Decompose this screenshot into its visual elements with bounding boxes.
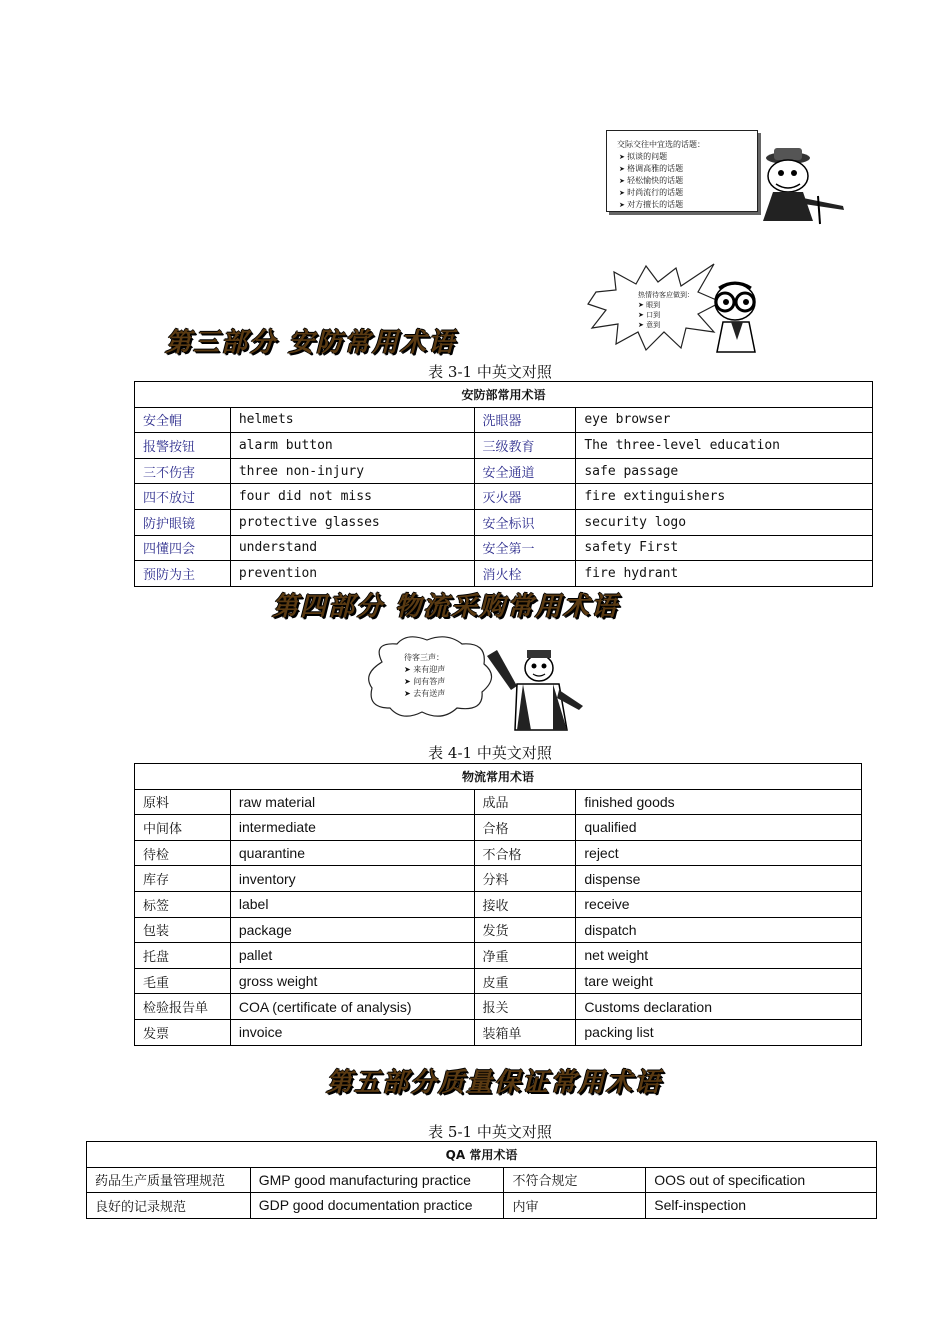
chinese-term-cell: 三不伤害: [135, 458, 231, 484]
english-term-cell: pallet: [230, 943, 474, 969]
chinese-term-cell: 防护眼镜: [135, 509, 231, 535]
english-term-cell: safety First: [576, 535, 873, 561]
clip-art-burst: [586, 262, 786, 354]
english-term-cell: package: [230, 917, 474, 943]
section-4-title: 第四部分 物流采购常用术语: [272, 592, 620, 622]
chinese-term-cell: 包装: [135, 917, 231, 943]
english-term-cell: dispense: [576, 866, 862, 892]
table-row: [135, 1019, 862, 1045]
burst-item: ➤ 意到: [638, 321, 661, 329]
table-row: [135, 433, 873, 459]
table-row: [135, 994, 862, 1020]
chinese-term-cell: 灭火器: [474, 484, 576, 510]
table-row: [135, 561, 873, 587]
chinese-term-cell: 四不放过: [135, 484, 231, 510]
chinese-term-cell: 皮重: [474, 968, 576, 994]
table-row: [135, 407, 873, 433]
english-term-cell: COA (certificate of analysis): [230, 994, 474, 1020]
table-row: [135, 789, 862, 815]
table-header: QA 常用术语: [87, 1142, 877, 1168]
chinese-term-cell: 检验报告单: [135, 994, 231, 1020]
english-term-cell: protective glasses: [230, 509, 474, 535]
chinese-term-cell: 标签: [135, 891, 231, 917]
english-term-cell: three non-injury: [230, 458, 474, 484]
table-row: [135, 535, 873, 561]
chinese-term-cell: 四懂四会: [135, 535, 231, 561]
board-item: ➤ 时尚流行的话题: [619, 187, 683, 199]
english-term-cell: net weight: [576, 943, 862, 969]
chinese-term-cell: 装箱单: [474, 1019, 576, 1045]
chinese-term-cell: 报警按钮: [135, 433, 231, 459]
chinese-term-cell: 良好的记录规范: [87, 1193, 251, 1219]
table-row: [135, 891, 862, 917]
english-term-cell: Customs declaration: [576, 994, 862, 1020]
table-header: 安防部常用术语: [135, 382, 873, 408]
table-row: [135, 917, 862, 943]
table-header: 物流常用术语: [135, 764, 862, 790]
table-row: [135, 968, 862, 994]
glasses-man-illustration: [701, 280, 781, 354]
chinese-term-cell: 净重: [474, 943, 576, 969]
chinese-term-cell: 安全帽: [135, 407, 231, 433]
board-item: ➤ 格调高雅的话题: [619, 163, 683, 175]
table-row: [135, 815, 862, 841]
burst-item: ➤ 口到: [638, 311, 661, 319]
board-item: ➤ 对方擅长的话题: [619, 199, 683, 211]
chinese-term-cell: 原料: [135, 789, 231, 815]
chinese-term-cell: 药品生产质量管理规范: [87, 1167, 251, 1193]
english-term-cell: reject: [576, 840, 862, 866]
chinese-term-cell: 消火栓: [474, 561, 576, 587]
table-row: [135, 840, 862, 866]
cloud-item: ➤ 问有答声: [404, 677, 446, 686]
board-item: ➤ 拟谈的问题: [619, 151, 683, 163]
chinese-term-cell: 中间体: [135, 815, 231, 841]
english-term-cell: fire hydrant: [576, 561, 873, 587]
english-term-cell: qualified: [576, 815, 862, 841]
board-item: ➤ 轻松愉快的话题: [619, 175, 683, 187]
english-term-cell: receive: [576, 891, 862, 917]
english-term-cell: raw material: [230, 789, 474, 815]
chinese-term-cell: 毛重: [135, 968, 231, 994]
chinese-term-cell: 内审: [504, 1193, 646, 1219]
english-term-cell: eye browser: [576, 407, 873, 433]
english-term-cell: gross weight: [230, 968, 474, 994]
table-row: [135, 866, 862, 892]
chinese-term-cell: 分料: [474, 866, 576, 892]
chinese-term-cell: 接收: [474, 891, 576, 917]
english-term-cell: prevention: [230, 561, 474, 587]
presenter-man-illustration: [748, 146, 858, 226]
chinese-term-cell: 成品: [474, 789, 576, 815]
chinese-term-cell: 洗眼器: [474, 407, 576, 433]
table-3-1-caption: 表 3-1 中英文对照: [428, 363, 552, 381]
english-term-cell: tare weight: [576, 968, 862, 994]
english-term-cell: GDP good documentation practice: [250, 1193, 504, 1219]
burst-list: [638, 300, 660, 330]
board-title: 交际交往中宜选的话题：: [617, 140, 705, 149]
english-term-cell: GMP good manufacturing practice: [250, 1167, 504, 1193]
table-5-1-caption: 表 5-1 中英文对照: [428, 1123, 552, 1141]
chinese-term-cell: 报关: [474, 994, 576, 1020]
table-row: [87, 1167, 877, 1193]
english-term-cell: security logo: [576, 509, 873, 535]
english-term-cell: invoice: [230, 1019, 474, 1045]
cloud-item: ➤ 去有送声: [404, 689, 446, 698]
english-term-cell: fire extinguishers: [576, 484, 873, 510]
welcoming-man-illustration: [487, 646, 587, 732]
chinese-term-cell: 安全标识: [474, 509, 576, 535]
english-term-cell: The three-level education: [576, 433, 873, 459]
qa-terms-table: [86, 1141, 877, 1219]
burst-title: 热情待客应做到：: [638, 291, 694, 299]
chinese-term-cell: 合格: [474, 815, 576, 841]
english-term-cell: intermediate: [230, 815, 474, 841]
english-term-cell: quarantine: [230, 840, 474, 866]
chinese-term-cell: 不符合规定: [504, 1167, 646, 1193]
english-term-cell: safe passage: [576, 458, 873, 484]
security-terms-table: [134, 381, 873, 587]
section-3-title: 第三部分 安防常用术语: [165, 328, 457, 358]
english-term-cell: alarm button: [230, 433, 474, 459]
chinese-term-cell: 库存: [135, 866, 231, 892]
english-term-cell: OOS out of specification: [646, 1167, 877, 1193]
english-term-cell: understand: [230, 535, 474, 561]
table-row: [135, 484, 873, 510]
english-term-cell: finished goods: [576, 789, 862, 815]
english-term-cell: label: [230, 891, 474, 917]
english-term-cell: dispatch: [576, 917, 862, 943]
chinese-term-cell: 不合格: [474, 840, 576, 866]
english-term-cell: inventory: [230, 866, 474, 892]
table-row: [87, 1193, 877, 1219]
table-row: [135, 943, 862, 969]
clip-art-cloud: [362, 632, 592, 732]
table-row: [135, 458, 873, 484]
english-term-cell: packing list: [576, 1019, 862, 1045]
section-5-title: 第五部分质量保证常用术语: [326, 1068, 663, 1098]
chinese-term-cell: 待检: [135, 840, 231, 866]
table-4-1-caption: 表 4-1 中英文对照: [428, 744, 552, 762]
board-list: [619, 151, 683, 211]
table-row: [135, 509, 873, 535]
cloud-list: [404, 664, 445, 700]
cloud-item: ➤ 来有迎声: [404, 665, 446, 674]
chinese-term-cell: 发票: [135, 1019, 231, 1045]
clip-art-board: [598, 126, 860, 226]
board-panel: [606, 130, 758, 212]
chinese-term-cell: 发货: [474, 917, 576, 943]
logistics-terms-table: [134, 763, 862, 1046]
burst-item: ➤ 眼到: [638, 301, 661, 309]
english-term-cell: four did not miss: [230, 484, 474, 510]
cloud-title: 待客三声：: [404, 653, 444, 662]
chinese-term-cell: 安全通道: [474, 458, 576, 484]
chinese-term-cell: 托盘: [135, 943, 231, 969]
chinese-term-cell: 预防为主: [135, 561, 231, 587]
chinese-term-cell: 安全第一: [474, 535, 576, 561]
chinese-term-cell: 三级教育: [474, 433, 576, 459]
english-term-cell: Self-inspection: [646, 1193, 877, 1219]
english-term-cell: helmets: [230, 407, 474, 433]
